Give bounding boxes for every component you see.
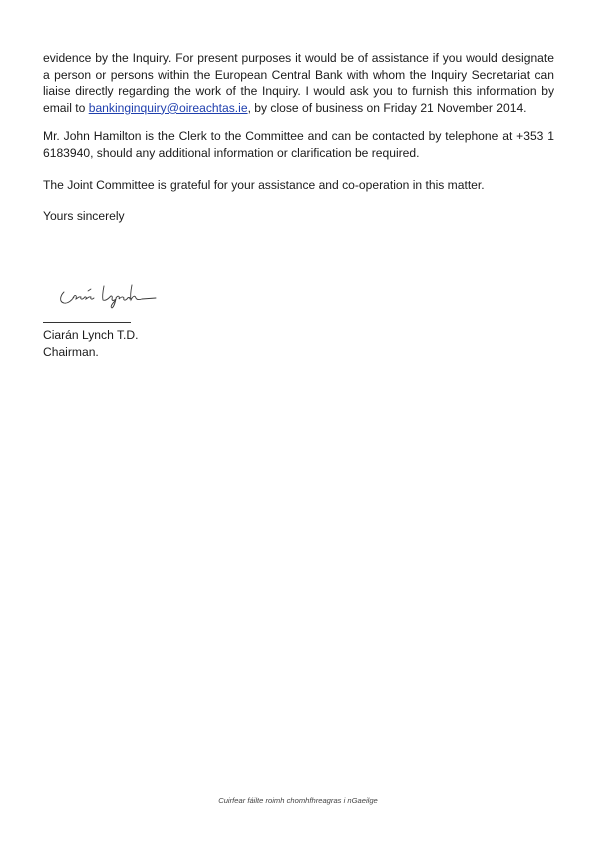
footer-irish-note: Cuirfear fáilte roimh chomhfhreagras i nGaeilge bbox=[218, 796, 378, 805]
letter-paragraph-request bbox=[43, 50, 554, 116]
signature-line bbox=[43, 322, 131, 323]
letter-closing: Yours sincerely bbox=[43, 209, 125, 223]
handwritten-signature bbox=[56, 276, 160, 310]
paragraph-request-text: evidence by the Inquiry. For present purposes it would be of assistance if you would designate a person or persons within the European Central Bank with whom the Inquiry Secretariat can liaise directly regarding the work of the Inquiry. I would ask you to furnish this information by email to bbox=[43, 51, 554, 115]
letter-paragraph-thanks: The Joint Committee is grateful for your assistance and co-operation in this matter. bbox=[43, 178, 485, 192]
signatory-name: Ciarán Lynch T.D. bbox=[43, 328, 139, 342]
email-link[interactable]: bankinginquiry@oireachtas.ie bbox=[88, 100, 248, 115]
paragraph-request-tail: , by close of business on Friday 21 November 2014. bbox=[247, 100, 527, 115]
letter-paragraph-contact: Mr. John Hamilton is the Clerk to the Committee and can be contacted by telephone at +353 1 6183940, should any additional information or clarification be required. bbox=[43, 129, 554, 160]
signatory-title: Chairman. bbox=[43, 345, 99, 359]
